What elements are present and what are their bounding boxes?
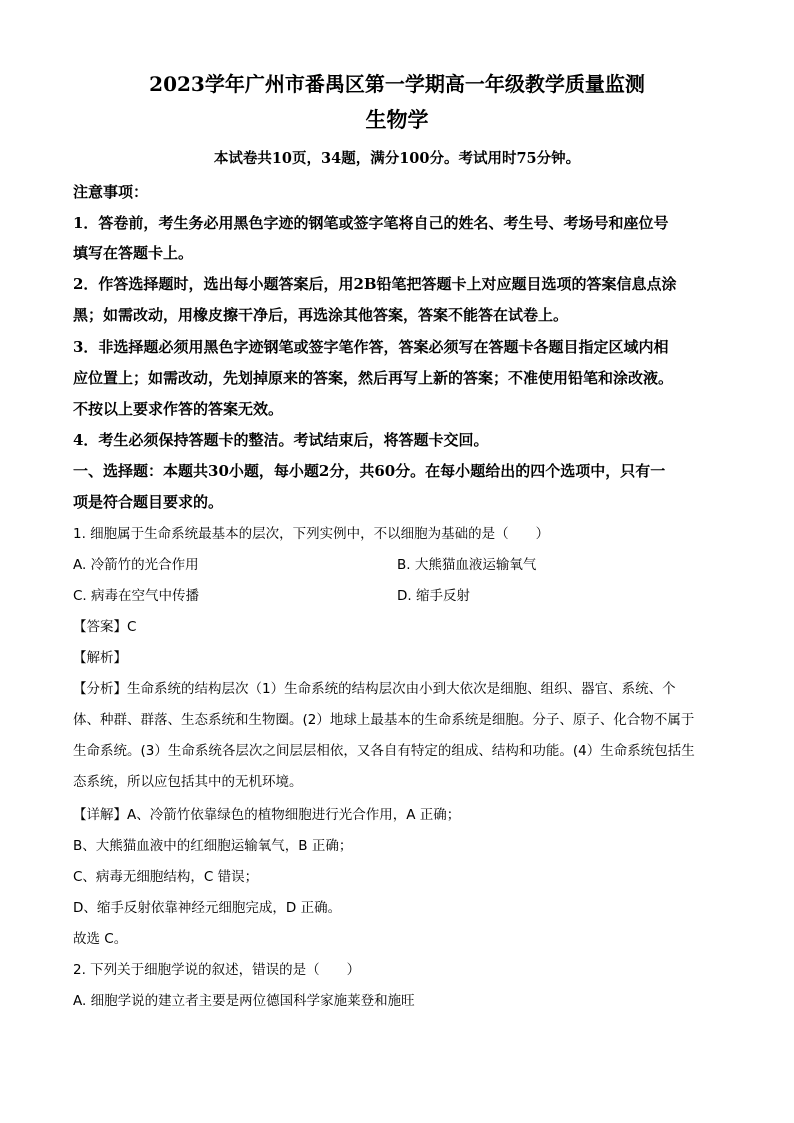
- question-1-detail-line-4: D、缩手反射依靠神经元细胞完成，D 正确。: [73, 900, 342, 916]
- notes-heading: 注意事项：: [73, 183, 149, 201]
- question-1-conclusion: 故选 C。: [73, 931, 128, 947]
- question-1-fenxi-line-3: 生命系统。(3）生命系统各层次之间层层相依，又各自有特定的组成、结构和功能。(4）生命系统包括生: [73, 743, 695, 759]
- subject-title: 生物学: [365, 107, 429, 132]
- question-1-option-d: D. 缩手反射: [397, 588, 470, 604]
- note-3-line-1: 3．非选择题必须用黑色字迹钢笔或签字笔作答，答案必须写在答题卡各题目指定区域内相: [73, 338, 669, 356]
- question-1-fenxi-line-2: 体、种群、群落、生态系统和生物圈。(2）地球上最基本的生命系统是细胞。分子、原子、化合物不属于: [73, 712, 695, 728]
- note-2-line-2: 黑；如需改动，用橡皮擦干净后，再选涂其他答案，答案不能答在试卷上。: [73, 306, 569, 324]
- question-1-fenxi-line-4: 态系统，所以应包括其中的无机环境。: [73, 774, 303, 790]
- note-4: 4．考生必须保持答题卡的整洁。考试结束后，将答题卡交回。: [73, 431, 489, 449]
- question-1-detail-line-2: B、大熊猫血液中的红细胞运输氧气，B 正确；: [73, 838, 353, 854]
- question-2-stem: 2. 下列关于细胞学说的叙述，错误的是（ ）: [73, 962, 361, 978]
- question-1-stem: 1. 细胞属于生命系统最基本的层次，下列实例中，不以细胞为基础的是（ ）: [73, 526, 550, 542]
- section-1-line-2: 项是符合题目要求的。: [73, 493, 224, 511]
- question-1-option-a: A. 冷箭竹的光合作用: [73, 557, 199, 573]
- question-1-answer: 【答案】C: [73, 619, 137, 635]
- question-1-option-b: B. 大熊猫血液运输氧气: [397, 557, 537, 573]
- question-2-option-a: A. 细胞学说的建立者主要是两位德国科学家施莱登和施旺: [73, 993, 415, 1009]
- note-3-line-2: 应位置上；如需改动，先划掉原来的答案，然后再写上新的答案；不准使用铅笔和涂改液。: [73, 369, 674, 387]
- note-3-line-3: 不按以上要求作答的答案无效。: [73, 400, 284, 418]
- question-1-detail-line-1: 【详解】A、冷箭竹依靠绿色的植物细胞进行光合作用，A 正确；: [73, 807, 461, 823]
- question-1-analysis-label: 【解析】: [73, 650, 127, 666]
- exam-title: 2023学年广州市番禺区第一学期高一年级教学质量监测: [149, 72, 645, 96]
- exam-info: 本试卷共10页，34题，满分100分。考试用时75分钟。: [213, 150, 581, 167]
- question-1-fenxi-line-1: 【分析】生命系统的结构层次（1）生命系统的结构层次由小到大依次是细胞、组织、器官、系统、个: [73, 681, 676, 697]
- question-1-option-c: C. 病毒在空气中传播: [73, 588, 200, 604]
- note-2-line-1: 2．作答选择题时，选出每小题答案后，用2B铅笔把答题卡上对应题目选项的答案信息点涂: [73, 275, 677, 293]
- note-1-line-2: 填写在答题卡上。: [73, 244, 194, 262]
- note-1-line-1: 1．答卷前，考生务必用黑色字迹的钢笔或签字笔将自己的姓名、考生号、考场号和座位号: [73, 214, 669, 232]
- question-1-detail-line-3: C、病毒无细胞结构，C 错误；: [73, 869, 259, 885]
- section-1-line-1: 一、选择题：本题共30小题，每小题2分，共60分。在每小题给出的四个选项中，只有一: [73, 462, 666, 480]
